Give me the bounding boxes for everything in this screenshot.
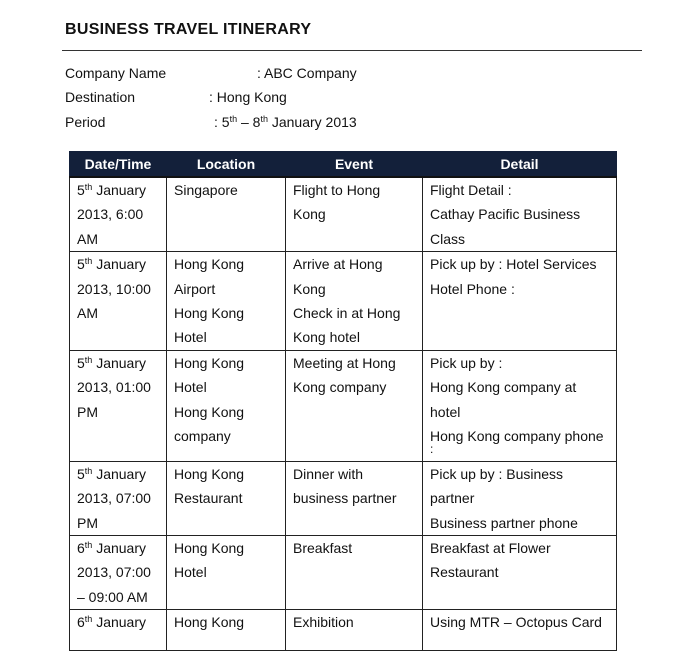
cell-date-time xyxy=(70,536,167,610)
cell-detail xyxy=(423,252,617,351)
period-label: Period xyxy=(65,114,106,130)
cell-date-time xyxy=(70,252,167,351)
destination-row xyxy=(65,89,287,105)
cell-location xyxy=(167,177,286,252)
company-row xyxy=(65,65,357,81)
date-line: PM xyxy=(77,514,98,531)
date-line: 6th January xyxy=(77,540,147,557)
event-line: Flight to Hong xyxy=(293,182,381,198)
event-line: Arrive at Hong xyxy=(293,256,383,273)
location-line: Singapore xyxy=(174,182,238,198)
event-line: Check in at Hong xyxy=(293,305,401,322)
detail-line: Restaurant xyxy=(430,564,499,581)
detail-line: Hong Kong company phone xyxy=(430,428,604,445)
cell-date-time xyxy=(70,610,167,651)
date-line: 5th January xyxy=(77,465,147,482)
location-line: Hotel xyxy=(174,564,207,581)
detail-line: Class xyxy=(430,230,466,247)
event-line: Exhibition xyxy=(293,614,354,631)
title-divider xyxy=(62,50,642,51)
location-line: Hong Kong xyxy=(174,403,245,420)
table-row xyxy=(70,177,617,252)
detail-line: Pick up by : Business xyxy=(430,465,564,482)
company-label: Company Name xyxy=(65,65,167,81)
date-line: 2013, 07:00 xyxy=(77,490,151,507)
detail-line: Cathay Pacific Business xyxy=(430,206,581,223)
date-line: 2013, 01:00 xyxy=(77,379,151,396)
header-date-time: Date/Time xyxy=(70,152,167,178)
cell-detail xyxy=(423,461,617,535)
cell-event xyxy=(286,177,423,252)
table-header-row xyxy=(70,152,617,178)
location-line: Restaurant xyxy=(174,490,243,507)
cell-detail xyxy=(423,610,617,651)
cell-location xyxy=(167,536,286,610)
date-line: 2013, 6:00 xyxy=(77,206,144,223)
detail-line: Using MTR – Octopus Card xyxy=(430,614,602,631)
cell-event xyxy=(286,350,423,461)
cell-location xyxy=(167,350,286,461)
table-row xyxy=(70,461,617,535)
table-row xyxy=(70,536,617,610)
event-line: Kong xyxy=(293,206,326,223)
detail-line: Hong Kong company at xyxy=(430,379,577,396)
cell-event xyxy=(286,461,423,535)
table-row xyxy=(70,350,617,461)
document-title: BUSINESS TRAVEL ITINERARY xyxy=(65,21,312,38)
company-value: : ABC Company xyxy=(257,65,357,81)
location-line: Hong Kong xyxy=(174,540,245,557)
detail-line: Pick up by : Hotel Services xyxy=(430,256,597,273)
cell-detail xyxy=(423,536,617,610)
detail-line: Breakfast at Flower xyxy=(430,540,551,557)
cell-location xyxy=(167,610,286,651)
detail-line: Hotel Phone : xyxy=(430,280,515,297)
date-line: 2013, 10:00 xyxy=(77,280,151,297)
table-row xyxy=(70,610,617,651)
cell-location xyxy=(167,252,286,351)
detail-line: Flight Detail : xyxy=(430,182,512,198)
date-line: 2013, 07:00 xyxy=(77,564,151,581)
detail-line: : xyxy=(430,442,434,457)
date-line: AM xyxy=(77,305,98,322)
location-line: Airport xyxy=(174,280,216,297)
date-line: 6th January xyxy=(77,614,147,631)
event-line: Dinner with xyxy=(293,465,364,482)
date-line: PM xyxy=(77,403,98,420)
location-line: Hong Kong xyxy=(174,354,245,371)
location-line: Hong Kong xyxy=(174,614,245,631)
detail-line: hotel xyxy=(430,403,461,420)
header-location: Location xyxy=(167,152,286,178)
cell-event xyxy=(286,252,423,351)
cell-date-time xyxy=(70,461,167,535)
date-line: – 09:00 AM xyxy=(77,588,148,605)
detail-line: partner xyxy=(430,490,475,507)
period-value: : 5th – 8th January 2013 xyxy=(214,114,357,130)
location-line: Hong Kong xyxy=(174,465,245,482)
cell-detail xyxy=(423,177,617,252)
event-line: Kong hotel xyxy=(293,329,360,346)
cell-detail xyxy=(423,350,617,461)
location-line: Hong Kong xyxy=(174,256,245,273)
location-line: Hotel xyxy=(174,379,207,396)
cell-location xyxy=(167,461,286,535)
event-line: Kong company xyxy=(293,379,387,396)
cell-event xyxy=(286,610,423,651)
cell-date-time xyxy=(70,177,167,252)
cell-event xyxy=(286,536,423,610)
date-line: 5th January xyxy=(77,354,147,371)
event-line: Breakfast xyxy=(293,540,353,557)
itinerary-table xyxy=(69,151,617,651)
cell-date-time xyxy=(70,350,167,461)
date-line: AM xyxy=(77,230,98,247)
event-line: Kong xyxy=(293,280,326,297)
location-line: company xyxy=(174,428,231,445)
location-line: Hong Kong xyxy=(174,305,245,322)
date-line: 5th January xyxy=(77,256,147,273)
header-detail: Detail xyxy=(423,152,617,178)
detail-line: Pick up by : xyxy=(430,354,503,371)
destination-label: Destination xyxy=(65,89,136,105)
event-line: business partner xyxy=(293,490,397,507)
table-row xyxy=(70,252,617,351)
date-line: 5th January xyxy=(77,182,147,198)
detail-line: Business partner phone xyxy=(430,514,578,531)
header-event: Event xyxy=(286,152,423,178)
location-line: Hotel xyxy=(174,329,207,346)
period-row xyxy=(65,114,357,130)
destination-value: : Hong Kong xyxy=(209,89,287,105)
event-line: Meeting at Hong xyxy=(293,354,396,371)
